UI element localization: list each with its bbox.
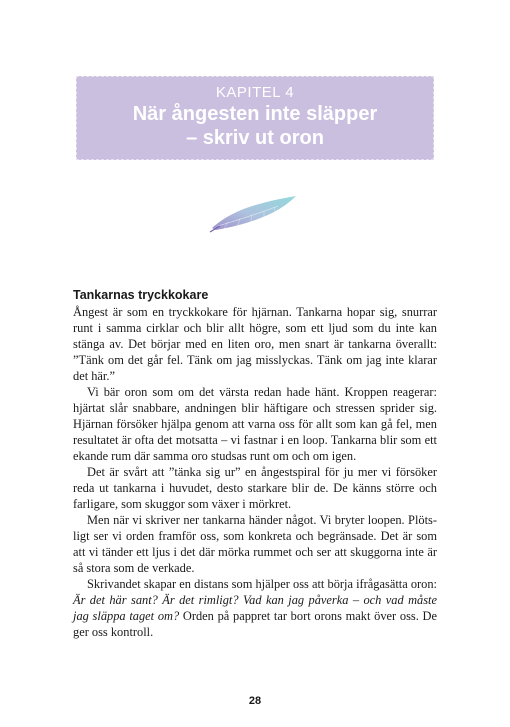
paragraph-5-end: Orden på pappret tar bort orons makt över oss. De ger oss kontroll. bbox=[73, 609, 437, 639]
chapter-title-line-1: När ångesten inte släpper bbox=[132, 103, 378, 125]
paragraph-2: Vi bär oron som om det värsta redan hade hänt. Kroppen reagerar: hjärtat slår snabbare, andningen blir häftigare och stressen sprider sig. Hjärnan försöker hjälpa genom att varna oss för allt som kan gå fel, men resultatet är ofta det motsatta – vi fastnar i en loop. Tankarna blir som ett ekande rum där samma oro studsas runt om och om igen. bbox=[73, 385, 437, 463]
chapter-header-box bbox=[76, 76, 434, 160]
chapter-content bbox=[73, 287, 437, 640]
paragraph-5 bbox=[73, 576, 437, 640]
section-heading: Tankarnas tryckkokare bbox=[73, 288, 209, 302]
feather-icon bbox=[208, 192, 300, 236]
chapter-label: KAPITEL 4 bbox=[215, 84, 295, 101]
paragraph-1: Ångest är som en tryckkokare för hjärnan. Tankarna hopar sig, snurrar runt i samma cirklar och blir allt högre, som ett ljud som du inte kan stänga av. Det börjar med en liten oro, men snart är tankarna överallt: ”Tänk om det går fel. Tänk om jag misslyckas. Tänk om jag inte klarar det här.” bbox=[73, 305, 437, 383]
paragraph-5-start: Skrivandet skapar en distans som hjälper oss att börja ifrågasätta oron: bbox=[87, 577, 437, 591]
chapter-title-line-2: – skriv ut oron bbox=[186, 127, 324, 149]
paragraph-5-questions: Är det här sant? Är det rimligt? Vad kan jag påverka – och vad måste jag släppa taget om? bbox=[73, 593, 437, 623]
paragraph-4: Men när vi skriver ner tankarna händer något. Vi bryter loopen. Plötsligt ser vi orden framför oss, som konkreta och begränsade. Det är som att vi tänder ett ljus i det där mörka rummet och ser att skuggorna inte är så stora som de verkade. bbox=[73, 513, 437, 575]
paragraph-3: Det är svårt att ”tänka sig ur” en ångestspiral för ju mer vi försöker reda ut tankarna i huvudet, desto starkare blir de. De känns större och farligare, som skuggor som växer i mörkret. bbox=[73, 465, 437, 511]
page-number: 28 bbox=[248, 695, 262, 707]
